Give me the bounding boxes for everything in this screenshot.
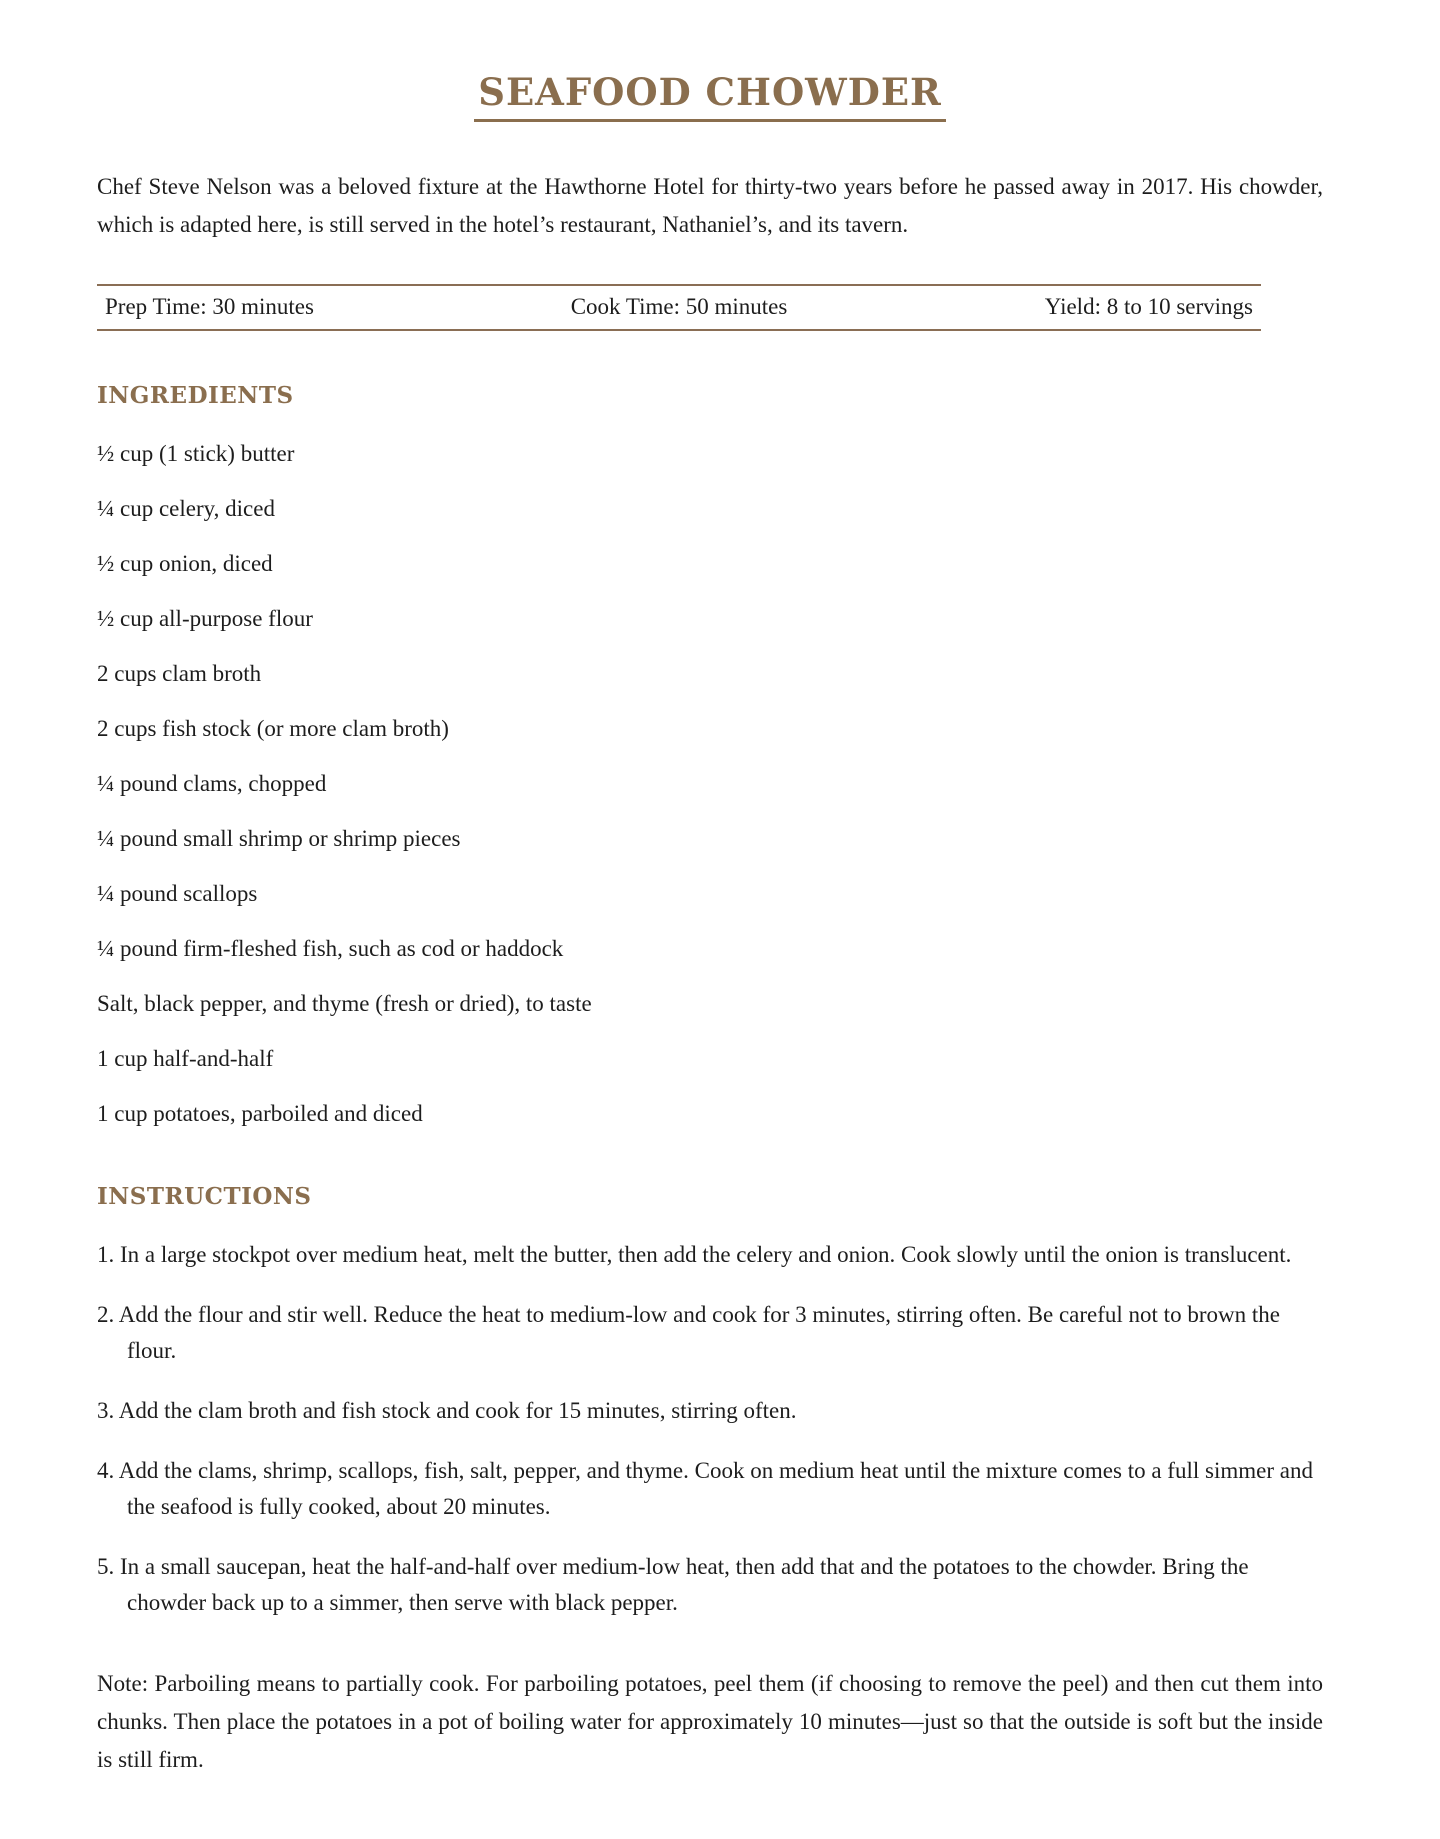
instruction-number: 1. [97,1242,115,1268]
ingredient-item: ½ cup onion, diced [97,551,273,577]
instructions-heading: INSTRUCTIONS [97,1183,312,1211]
instruction-item [97,1393,1323,1429]
cook-time-value: Cook Time: 50 minutes [570,294,788,320]
page-title-text: SEAFOOD CHOWDER [474,70,946,122]
instruction-number: 4. [97,1458,115,1484]
instruction-text: Add the clam broth and fish stock and cook for 15 minutes, stirring often. [118,1398,797,1424]
ingredient-item: ¼ pound firm-fleshed fish, such as cod or haddock [97,936,564,962]
ingredient-item: 2 cups clam broth [97,661,262,687]
instruction-item [97,1453,1323,1525]
ingredient-item: ¼ pound clams, chopped [97,771,327,797]
ingredient-item: ¼ cup celery, diced [97,496,275,522]
ingredient-item: ¼ pound small shrimp or shrimp pieces [97,826,461,852]
ingredient-item: Salt, black pepper, and thyme (fresh or dried), to taste [97,991,592,1017]
instruction-number: 5. [97,1554,115,1580]
instruction-number: 3. [97,1398,115,1424]
instructions-list [97,1237,1323,1621]
note-paragraph: Note: Parboiling means to partially cook. For parboiling potatoes, peel them (if choosing to remove the peel) and then cut them into chunks. Then place the potatoes in a pot of boiling water for approximately 10 minutes—just so that the outside is soft but the inside is still firm. [97,1671,1323,1773]
instruction-text: In a large stockpot over medium heat, melt the butter, then add the celery and onion. Cook slowly until the onion is translucent. [120,1242,1292,1268]
ingredients-list [97,436,1323,1132]
instruction-text: In a small saucepan, heat the half-and-half over medium-low heat, then add that and the potatoes to the chowder. Bring the chowder back up to a simmer, then serve with black pepper. [120,1554,1249,1616]
ingredient-item: ½ cup (1 stick) butter [97,441,295,467]
ingredient-item: 1 cup potatoes, parboiled and diced [97,1101,423,1127]
recipe-meta-bar [97,284,1261,331]
intro-paragraph: Chef Steve Nelson was a beloved fixture at the Hawthorne Hotel for thirty-two years before he passed away in 2017. His chowder, which is adapted here, is still served in the hotel’s restaurant, Nathaniel’s, and its tavern. [97,174,1323,238]
ingredient-item: 2 cups fish stock (or more clam broth) [97,716,449,742]
prep-time-value: Prep Time: 30 minutes [105,294,314,320]
ingredient-item: ¼ pound scallops [97,881,258,907]
instruction-text: Add the flour and stir well. Reduce the heat to medium-low and cook for 3 minutes, stirring often. Be careful not to brown the flour. [118,1302,1280,1364]
instruction-item [97,1549,1323,1621]
ingredients-heading: INGREDIENTS [97,382,294,410]
instruction-number: 2. [97,1302,115,1328]
ingredient-item: ½ cup all-purpose flour [97,606,313,632]
instruction-text: Add the clams, shrimp, scallops, fish, salt, pepper, and thyme. Cook on medium heat until the mixture comes to a full simmer and the seafood is fully cooked, about 20 minutes. [118,1458,1313,1520]
page-title [97,70,1323,122]
instruction-item [97,1237,1323,1273]
ingredient-item: 1 cup half-and-half [97,1046,274,1072]
instruction-item [97,1297,1323,1369]
yield-value: Yield: 8 to 10 servings [1044,294,1254,320]
